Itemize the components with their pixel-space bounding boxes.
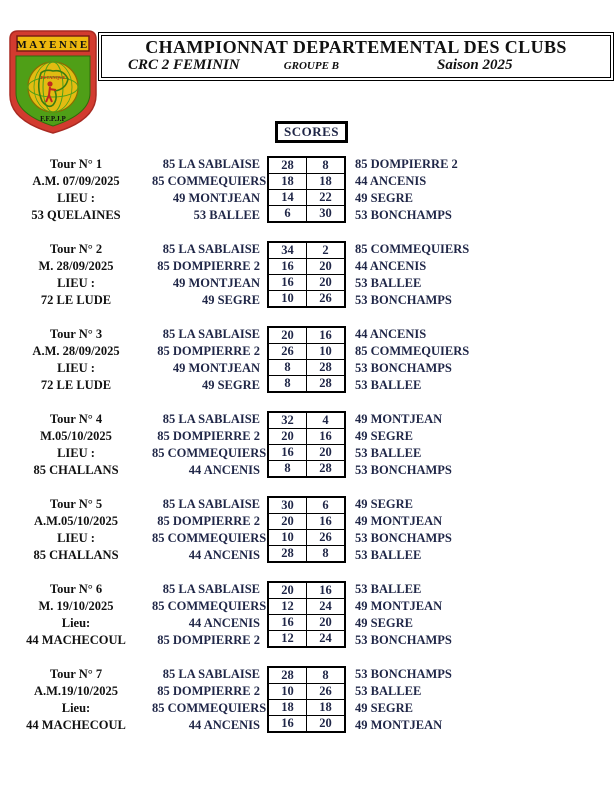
tour-block <box>0 241 616 309</box>
score-row <box>268 631 345 648</box>
home-score-cell: 20 <box>268 514 307 530</box>
score-row <box>268 242 345 259</box>
home-score-cell: 12 <box>268 599 307 615</box>
venue-caption-label: LIEU : <box>57 276 95 290</box>
home-score-cell: 28 <box>268 157 307 174</box>
tour-info-column <box>0 156 152 224</box>
away-score-cell: 16 <box>307 429 346 445</box>
home-score-cell: 14 <box>268 190 307 206</box>
venue-caption-label: LIEU : <box>57 361 95 375</box>
tour-block <box>0 326 616 394</box>
venue-name-label: 72 LE LUDE <box>40 293 112 307</box>
score-row <box>268 344 345 360</box>
home-team-label: 85 DOMPIERRE 2 <box>157 259 260 273</box>
page-title: CHAMPIONNAT DEPARTEMENTAL DES CLUBS <box>145 37 567 57</box>
venue-caption-label: LIEU : <box>57 446 95 460</box>
away-team-label: 49 SEGRE <box>355 497 414 511</box>
home-team-label: 85 DOMPIERRE 2 <box>157 633 260 647</box>
away-score-cell: 28 <box>307 461 346 478</box>
tour-date-label: A.M. 28/09/2025 <box>32 344 120 358</box>
home-teams-column <box>152 411 267 479</box>
tour-number-label: Tour N° 5 <box>49 497 103 511</box>
venue-name-label: 85 CHALLANS <box>33 463 119 477</box>
tour-info-column <box>0 581 152 649</box>
away-team-label: 85 COMMEQUIERS <box>355 344 470 358</box>
away-score-cell: 8 <box>307 667 346 684</box>
shield-icon <box>8 29 98 135</box>
score-row <box>268 582 345 599</box>
tour-number-label: Tour N° 6 <box>49 582 103 596</box>
home-score-cell: 28 <box>268 667 307 684</box>
score-row <box>268 275 345 291</box>
away-team-label: 53 BALLEE <box>355 446 422 460</box>
tour-info-column <box>0 496 152 564</box>
home-teams-column <box>152 496 267 564</box>
away-team-label: 85 DOMPIERRE 2 <box>355 157 458 171</box>
away-score-cell: 4 <box>307 412 346 429</box>
home-teams-column <box>152 156 267 224</box>
away-team-label: 53 BONCHAMPS <box>355 361 452 375</box>
away-score-cell: 24 <box>307 599 346 615</box>
tour-number-label: Tour N° 2 <box>49 242 103 256</box>
home-team-label: 85 COMMEQUIERS <box>152 701 267 715</box>
tour-block <box>0 156 616 224</box>
home-score-cell: 10 <box>268 291 307 308</box>
home-teams-column <box>152 581 267 649</box>
score-row <box>268 259 345 275</box>
home-teams-column <box>152 666 267 734</box>
home-score-cell: 12 <box>268 631 307 648</box>
home-score-cell: 20 <box>268 327 307 344</box>
away-score-cell: 20 <box>307 445 346 461</box>
away-team-label: 53 BALLEE <box>355 378 422 392</box>
home-score-cell: 10 <box>268 684 307 700</box>
away-score-cell: 18 <box>307 700 346 716</box>
away-score-cell: 16 <box>307 327 346 344</box>
home-team-label: 49 SEGRE <box>201 293 260 307</box>
away-team-label: 44 ANCENIS <box>355 327 427 341</box>
home-score-cell: 8 <box>268 461 307 478</box>
home-team-label: 85 LA SABLAISE <box>162 242 260 256</box>
home-score-cell: 10 <box>268 530 307 546</box>
score-row <box>268 700 345 716</box>
away-team-label: 53 BONCHAMPS <box>355 293 452 307</box>
tour-date-label: M. 19/10/2025 <box>38 599 114 613</box>
home-score-cell: 28 <box>268 546 307 563</box>
scores-heading: SCORES <box>275 121 348 143</box>
venue-caption-label: LIEU : <box>57 191 95 205</box>
home-score-cell: 20 <box>268 582 307 599</box>
home-score-cell: 20 <box>268 429 307 445</box>
score-row <box>268 461 345 478</box>
competition-label: CRC 2 FEMININ <box>128 57 240 73</box>
away-score-cell: 26 <box>307 684 346 700</box>
away-team-label: 53 BONCHAMPS <box>355 531 452 545</box>
venue-name-label: 44 MACHECOUL <box>26 633 126 647</box>
away-score-cell: 28 <box>307 376 346 393</box>
away-team-label: 49 MONTJEAN <box>355 514 443 528</box>
venue-name-label: 85 CHALLANS <box>33 548 119 562</box>
tour-date-label: A.M.05/10/2025 <box>33 514 119 528</box>
away-team-label: 53 BALLEE <box>355 582 422 596</box>
home-teams-column <box>152 326 260 394</box>
score-row <box>268 360 345 376</box>
away-team-label: 49 MONTJEAN <box>355 718 443 732</box>
home-team-label: 49 MONTJEAN <box>172 191 260 205</box>
away-teams-column <box>355 156 458 224</box>
away-team-label: 49 SEGRE <box>355 191 414 205</box>
score-table <box>267 581 346 648</box>
home-team-label: 53 BALLEE <box>193 208 260 222</box>
tour-block <box>0 496 616 564</box>
away-score-cell: 18 <box>307 174 346 190</box>
score-row <box>268 497 345 514</box>
tour-block <box>0 581 616 649</box>
header-subtitle <box>102 57 610 74</box>
away-teams-column <box>355 326 469 394</box>
score-row <box>268 190 345 206</box>
score-row <box>268 514 345 530</box>
home-team-label: 85 DOMPIERRE 2 <box>157 429 260 443</box>
home-score-cell: 18 <box>268 700 307 716</box>
away-teams-column <box>355 241 469 309</box>
away-team-label: 53 BONCHAMPS <box>355 208 452 222</box>
away-team-label: 53 BONCHAMPS <box>355 463 452 477</box>
away-score-cell: 28 <box>307 360 346 376</box>
away-team-label: 53 BALLEE <box>355 684 422 698</box>
away-score-cell: 26 <box>307 530 346 546</box>
away-team-label: 53 BONCHAMPS <box>355 667 452 681</box>
header-box <box>98 32 614 81</box>
mayenne-petanque-logo <box>8 29 98 135</box>
score-row <box>268 327 345 344</box>
home-team-label: 85 LA SABLAISE <box>162 582 260 596</box>
tour-date-label: A.M.19/10/2025 <box>33 684 119 698</box>
tour-number-label: Tour N° 7 <box>49 667 103 681</box>
tour-info-column <box>0 666 152 734</box>
venue-caption-label: LIEU : <box>57 531 95 545</box>
home-teams-column <box>152 241 260 309</box>
venue-caption-label: Lieu: <box>61 616 91 630</box>
away-score-cell: 30 <box>307 206 346 223</box>
away-score-cell: 8 <box>307 157 346 174</box>
away-teams-column <box>355 666 452 734</box>
away-team-label: 53 BALLEE <box>355 276 422 290</box>
away-teams-column <box>355 411 452 479</box>
home-team-label: 85 LA SABLAISE <box>162 157 260 171</box>
score-row <box>268 615 345 631</box>
home-score-cell: 34 <box>268 242 307 259</box>
home-team-label: 85 LA SABLAISE <box>162 497 260 511</box>
tour-number-label: Tour N° 4 <box>49 412 103 426</box>
venue-name-label: 44 MACHECOUL <box>26 718 126 732</box>
home-score-cell: 26 <box>268 344 307 360</box>
home-team-label: 85 COMMEQUIERS <box>152 174 267 188</box>
home-team-label: 44 ANCENIS <box>188 616 260 630</box>
tours-container <box>0 156 616 751</box>
away-score-cell: 26 <box>307 291 346 308</box>
score-table <box>267 666 346 733</box>
home-team-label: 44 ANCENIS <box>188 718 260 732</box>
home-team-label: 49 MONTJEAN <box>172 361 260 375</box>
score-row <box>268 157 345 174</box>
home-team-label: 85 COMMEQUIERS <box>152 599 267 613</box>
home-team-label: 44 ANCENIS <box>188 548 260 562</box>
home-team-label: 49 MONTJEAN <box>172 276 260 290</box>
logo-sport-label: PETANQUE <box>40 75 66 80</box>
score-table <box>267 241 346 308</box>
score-table <box>267 411 346 478</box>
tour-block <box>0 666 616 734</box>
home-score-cell: 16 <box>268 716 307 733</box>
home-score-cell: 6 <box>268 206 307 223</box>
score-row <box>268 599 345 615</box>
venue-name-label: 72 LE LUDE <box>40 378 112 392</box>
away-team-label: 49 MONTJEAN <box>355 412 443 426</box>
home-score-cell: 16 <box>268 445 307 461</box>
score-row <box>268 445 345 461</box>
venue-caption-label: Lieu: <box>61 701 91 715</box>
away-team-label: 44 ANCENIS <box>355 174 427 188</box>
away-team-label: 49 MONTJEAN <box>355 599 443 613</box>
home-score-cell: 18 <box>268 174 307 190</box>
away-score-cell: 20 <box>307 259 346 275</box>
tour-info-column <box>0 326 152 394</box>
score-row <box>268 546 345 563</box>
home-team-label: 85 COMMEQUIERS <box>152 446 267 460</box>
home-score-cell: 8 <box>268 376 307 393</box>
away-score-cell: 20 <box>307 275 346 291</box>
home-score-cell: 16 <box>268 259 307 275</box>
home-score-cell: 8 <box>268 360 307 376</box>
tour-date-label: M.05/10/2025 <box>40 429 112 443</box>
score-row <box>268 174 345 190</box>
logo-federation-label: F.F.P.J.P <box>40 115 66 123</box>
away-score-cell: 24 <box>307 631 346 648</box>
score-row <box>268 684 345 700</box>
score-row <box>268 376 345 393</box>
score-table <box>267 156 346 223</box>
home-team-label: 85 LA SABLAISE <box>162 412 260 426</box>
score-row <box>268 206 345 223</box>
home-score-cell: 32 <box>268 412 307 429</box>
home-team-label: 49 SEGRE <box>201 378 260 392</box>
home-team-label: 85 DOMPIERRE 2 <box>157 514 260 528</box>
tour-number-label: Tour N° 3 <box>49 327 103 341</box>
score-row <box>268 291 345 308</box>
logo-region-label: MAYENNE <box>16 39 90 51</box>
group-label: GROUPE B <box>283 60 340 72</box>
home-team-label: 44 ANCENIS <box>188 463 260 477</box>
home-score-cell: 16 <box>268 615 307 631</box>
home-score-cell: 30 <box>268 497 307 514</box>
away-team-label: 53 BALLEE <box>355 548 422 562</box>
away-score-cell: 8 <box>307 546 346 563</box>
away-score-cell: 20 <box>307 716 346 733</box>
tour-number-label: Tour N° 1 <box>49 157 103 171</box>
score-table <box>267 496 346 563</box>
away-score-cell: 16 <box>307 514 346 530</box>
away-score-cell: 10 <box>307 344 346 360</box>
away-score-cell: 2 <box>307 242 346 259</box>
away-team-label: 44 ANCENIS <box>355 259 427 273</box>
score-row <box>268 530 345 546</box>
tour-date-label: M. 28/09/2025 <box>38 259 114 273</box>
tour-block <box>0 411 616 479</box>
away-score-cell: 20 <box>307 615 346 631</box>
away-teams-column <box>355 496 452 564</box>
score-row <box>268 667 345 684</box>
season-label: Saison 2025 <box>437 57 513 73</box>
score-row <box>268 429 345 445</box>
away-score-cell: 6 <box>307 497 346 514</box>
home-team-label: 85 DOMPIERRE 2 <box>157 344 260 358</box>
venue-name-label: 53 QUELAINES <box>31 208 121 222</box>
away-score-cell: 22 <box>307 190 346 206</box>
score-table <box>267 326 346 393</box>
home-score-cell: 16 <box>268 275 307 291</box>
tour-info-column <box>0 411 152 479</box>
away-team-label: 53 BONCHAMPS <box>355 633 452 647</box>
away-team-label: 49 SEGRE <box>355 616 414 630</box>
home-team-label: 85 LA SABLAISE <box>162 667 260 681</box>
away-team-label: 49 SEGRE <box>355 701 414 715</box>
home-team-label: 85 DOMPIERRE 2 <box>157 684 260 698</box>
away-teams-column <box>355 581 452 649</box>
home-team-label: 85 COMMEQUIERS <box>152 531 267 545</box>
away-team-label: 85 COMMEQUIERS <box>355 242 470 256</box>
score-row <box>268 716 345 733</box>
tour-date-label: A.M. 07/09/2025 <box>32 174 120 188</box>
home-team-label: 85 LA SABLAISE <box>162 327 260 341</box>
score-row <box>268 412 345 429</box>
away-score-cell: 16 <box>307 582 346 599</box>
tour-info-column <box>0 241 152 309</box>
away-team-label: 49 SEGRE <box>355 429 414 443</box>
